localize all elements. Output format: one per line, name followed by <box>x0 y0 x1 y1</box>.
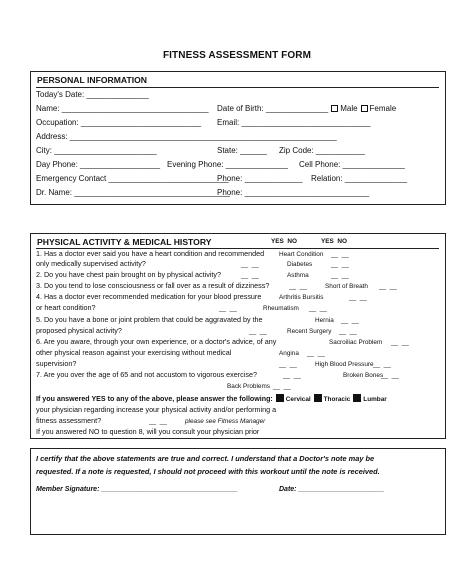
angina-blank[interactable]: __ __ <box>307 350 325 357</box>
todays-date-field[interactable]: Today's Date: ______________ <box>36 90 149 99</box>
heart-condition-label: Heart Condition <box>279 251 324 258</box>
question-2: 2. Do you have chest pain brought on by physical activity? <box>36 270 221 279</box>
rheumatism-blank[interactable]: __ __ <box>309 305 327 312</box>
question-1b: only medically supervised activity? <box>36 259 146 268</box>
question-4b: or heart condition? <box>36 303 96 312</box>
cervical-label: Cervical <box>285 396 311 403</box>
arthritis-label: Arthritis Bursitis <box>279 294 324 301</box>
day-phone-field[interactable]: Day Phone: __________________ <box>36 160 161 169</box>
angina-label: Angina <box>279 350 299 357</box>
male-label: Male <box>340 104 358 113</box>
arthritis-blank[interactable]: __ __ <box>349 294 367 301</box>
doctor-name-field[interactable]: Dr. Name: ___________________________________ <box>36 188 230 197</box>
sacroiliac-label: Sacroiliac Problem <box>329 339 383 346</box>
question-6c: supervision? <box>36 359 77 368</box>
date-field[interactable]: Date: ______________________ <box>279 486 385 493</box>
zip-field[interactable]: Zip Code: ___________ <box>279 146 365 155</box>
activity-heading: PHYSICAL ACTIVITY & MEDICAL HISTORY <box>37 237 212 247</box>
address-field[interactable]: Address: ____________________________________________________________ <box>36 132 337 141</box>
recent-surgery-blank[interactable]: __ __ <box>339 328 357 335</box>
yes-followup-text: If you answered YES to any of the above, please answer the following: <box>36 395 273 403</box>
asthma-blank[interactable]: __ __ <box>331 272 349 279</box>
question-6b: other physical reason against your exercising without medical <box>36 348 232 357</box>
short-of-breath-blank[interactable]: __ __ <box>379 283 397 290</box>
thoracic-label: Thoracic <box>323 396 351 403</box>
sacroiliac-blank[interactable]: __ __ <box>391 339 409 346</box>
question-6a: 6. Are you aware, through your own experience, or a doctor's advice, of any <box>36 337 277 346</box>
physical-activity-section <box>30 233 446 439</box>
yes-no-header-1: YES NO <box>271 238 297 245</box>
hernia-label: Hernia <box>315 317 334 324</box>
lumbar-checkbox[interactable] <box>353 394 361 402</box>
thoracic-checkbox[interactable] <box>314 394 322 402</box>
yes-no-header-2: YES NO <box>321 238 347 245</box>
certification-section <box>30 448 446 535</box>
email-field[interactable]: Email: _____________________________ <box>217 118 371 127</box>
female-label: Female <box>369 104 397 113</box>
high-blood-pressure-label: High Blood Pressure <box>315 361 374 368</box>
state-field[interactable]: State: ______ <box>217 146 267 155</box>
item8-note: please see Fitness Manager <box>185 418 266 425</box>
city-field[interactable]: City: _______________________ <box>36 146 157 155</box>
female-checkbox[interactable] <box>361 105 368 112</box>
evening-phone-field[interactable]: Evening Phone: ______________ <box>167 160 288 169</box>
q7-blank[interactable]: __ __ <box>283 372 301 379</box>
broken-bones-label: Broken Bones <box>343 372 384 379</box>
lumbar-label: Lumbar <box>363 396 387 403</box>
q2-blank[interactable]: __ __ <box>241 272 259 279</box>
back-problems-label: Back Problems <box>227 383 270 390</box>
personal-heading: PERSONAL INFORMATION <box>37 75 147 85</box>
broken-bones-blank[interactable]: __ __ <box>381 372 399 379</box>
form-title: FITNESS ASSESSMENT FORM <box>162 50 312 61</box>
short-of-breath-label: Short of Breath <box>325 283 368 290</box>
q4-blank[interactable]: __ __ <box>219 305 237 312</box>
relation-field[interactable]: Relation: ______________ <box>311 174 408 183</box>
doctor-phone-field[interactable]: Phone: ____________________________ <box>217 188 370 197</box>
question-7: 7. Are you over the age of 65 and not accustom to vigorous exercise? <box>36 370 257 379</box>
q1-blank[interactable]: __ __ <box>241 261 259 268</box>
question-1a: 1. Has a doctor ever said you have a heart condition and recommended <box>36 249 265 258</box>
emergency-contact-field[interactable]: Emergency Contact ___________________________ <box>36 174 229 183</box>
rheumatism-label: Rheumatism <box>263 305 299 312</box>
diabetes-blank[interactable]: __ __ <box>331 261 349 268</box>
question-5a: 5. Do you have a bone or joint problem that could be aggravated by the <box>36 315 263 324</box>
name-field[interactable]: Name: _________________________________ <box>36 104 209 113</box>
item9-text-a: If you answered NO to question 8, will you consult your physician prior <box>36 427 260 436</box>
q3-blank[interactable]: __ __ <box>289 283 307 290</box>
member-signature-field[interactable]: Member Signature: ___________________________________ <box>36 486 238 493</box>
dob-field[interactable]: Date of Birth: ______________ <box>217 104 329 113</box>
personal-information-section <box>30 71 446 205</box>
emergency-phone-field[interactable]: Phone: _____________ <box>217 174 303 183</box>
certify-line-2: requested. If a note is requested, I should not proceed with this workout until the note is received. <box>36 467 380 476</box>
q6-blank[interactable]: __ __ <box>279 361 297 368</box>
divider <box>36 87 439 88</box>
cell-phone-field[interactable]: Cell Phone: ______________ <box>299 160 405 169</box>
question-4a: 4. Has a doctor ever recommended medication for your blood pressure <box>36 292 262 301</box>
certify-line-1: I certify that the above statements are true and correct. I understand that a Doctor's note may be <box>36 454 375 463</box>
q5-blank[interactable]: __ __ <box>249 328 267 335</box>
back-problems-blank[interactable]: __ __ <box>273 383 291 390</box>
heart-condition-blank[interactable]: __ __ <box>331 251 349 258</box>
high-blood-pressure-blank[interactable]: __ __ <box>373 361 391 368</box>
consult-text: your physician regarding increase your physical activity and/or performing a <box>36 405 277 414</box>
occupation-field[interactable]: Occupation: ___________________________ <box>36 118 202 127</box>
asthma-label: Asthma <box>287 272 309 279</box>
recent-surgery-label: Recent Surgery <box>287 328 332 335</box>
hernia-blank[interactable]: __ __ <box>341 317 359 324</box>
male-checkbox[interactable] <box>331 105 338 112</box>
item8-text: fitness assessment? <box>36 416 102 425</box>
diabetes-label: Diabetes <box>287 261 313 268</box>
item8-blank[interactable]: __ __ <box>149 418 167 425</box>
cervical-checkbox[interactable] <box>276 394 284 402</box>
question-5b: proposed physical activity? <box>36 326 122 335</box>
question-3: 3. Do you tend to lose consciousness or fall over as a result of dizziness? <box>36 281 270 290</box>
